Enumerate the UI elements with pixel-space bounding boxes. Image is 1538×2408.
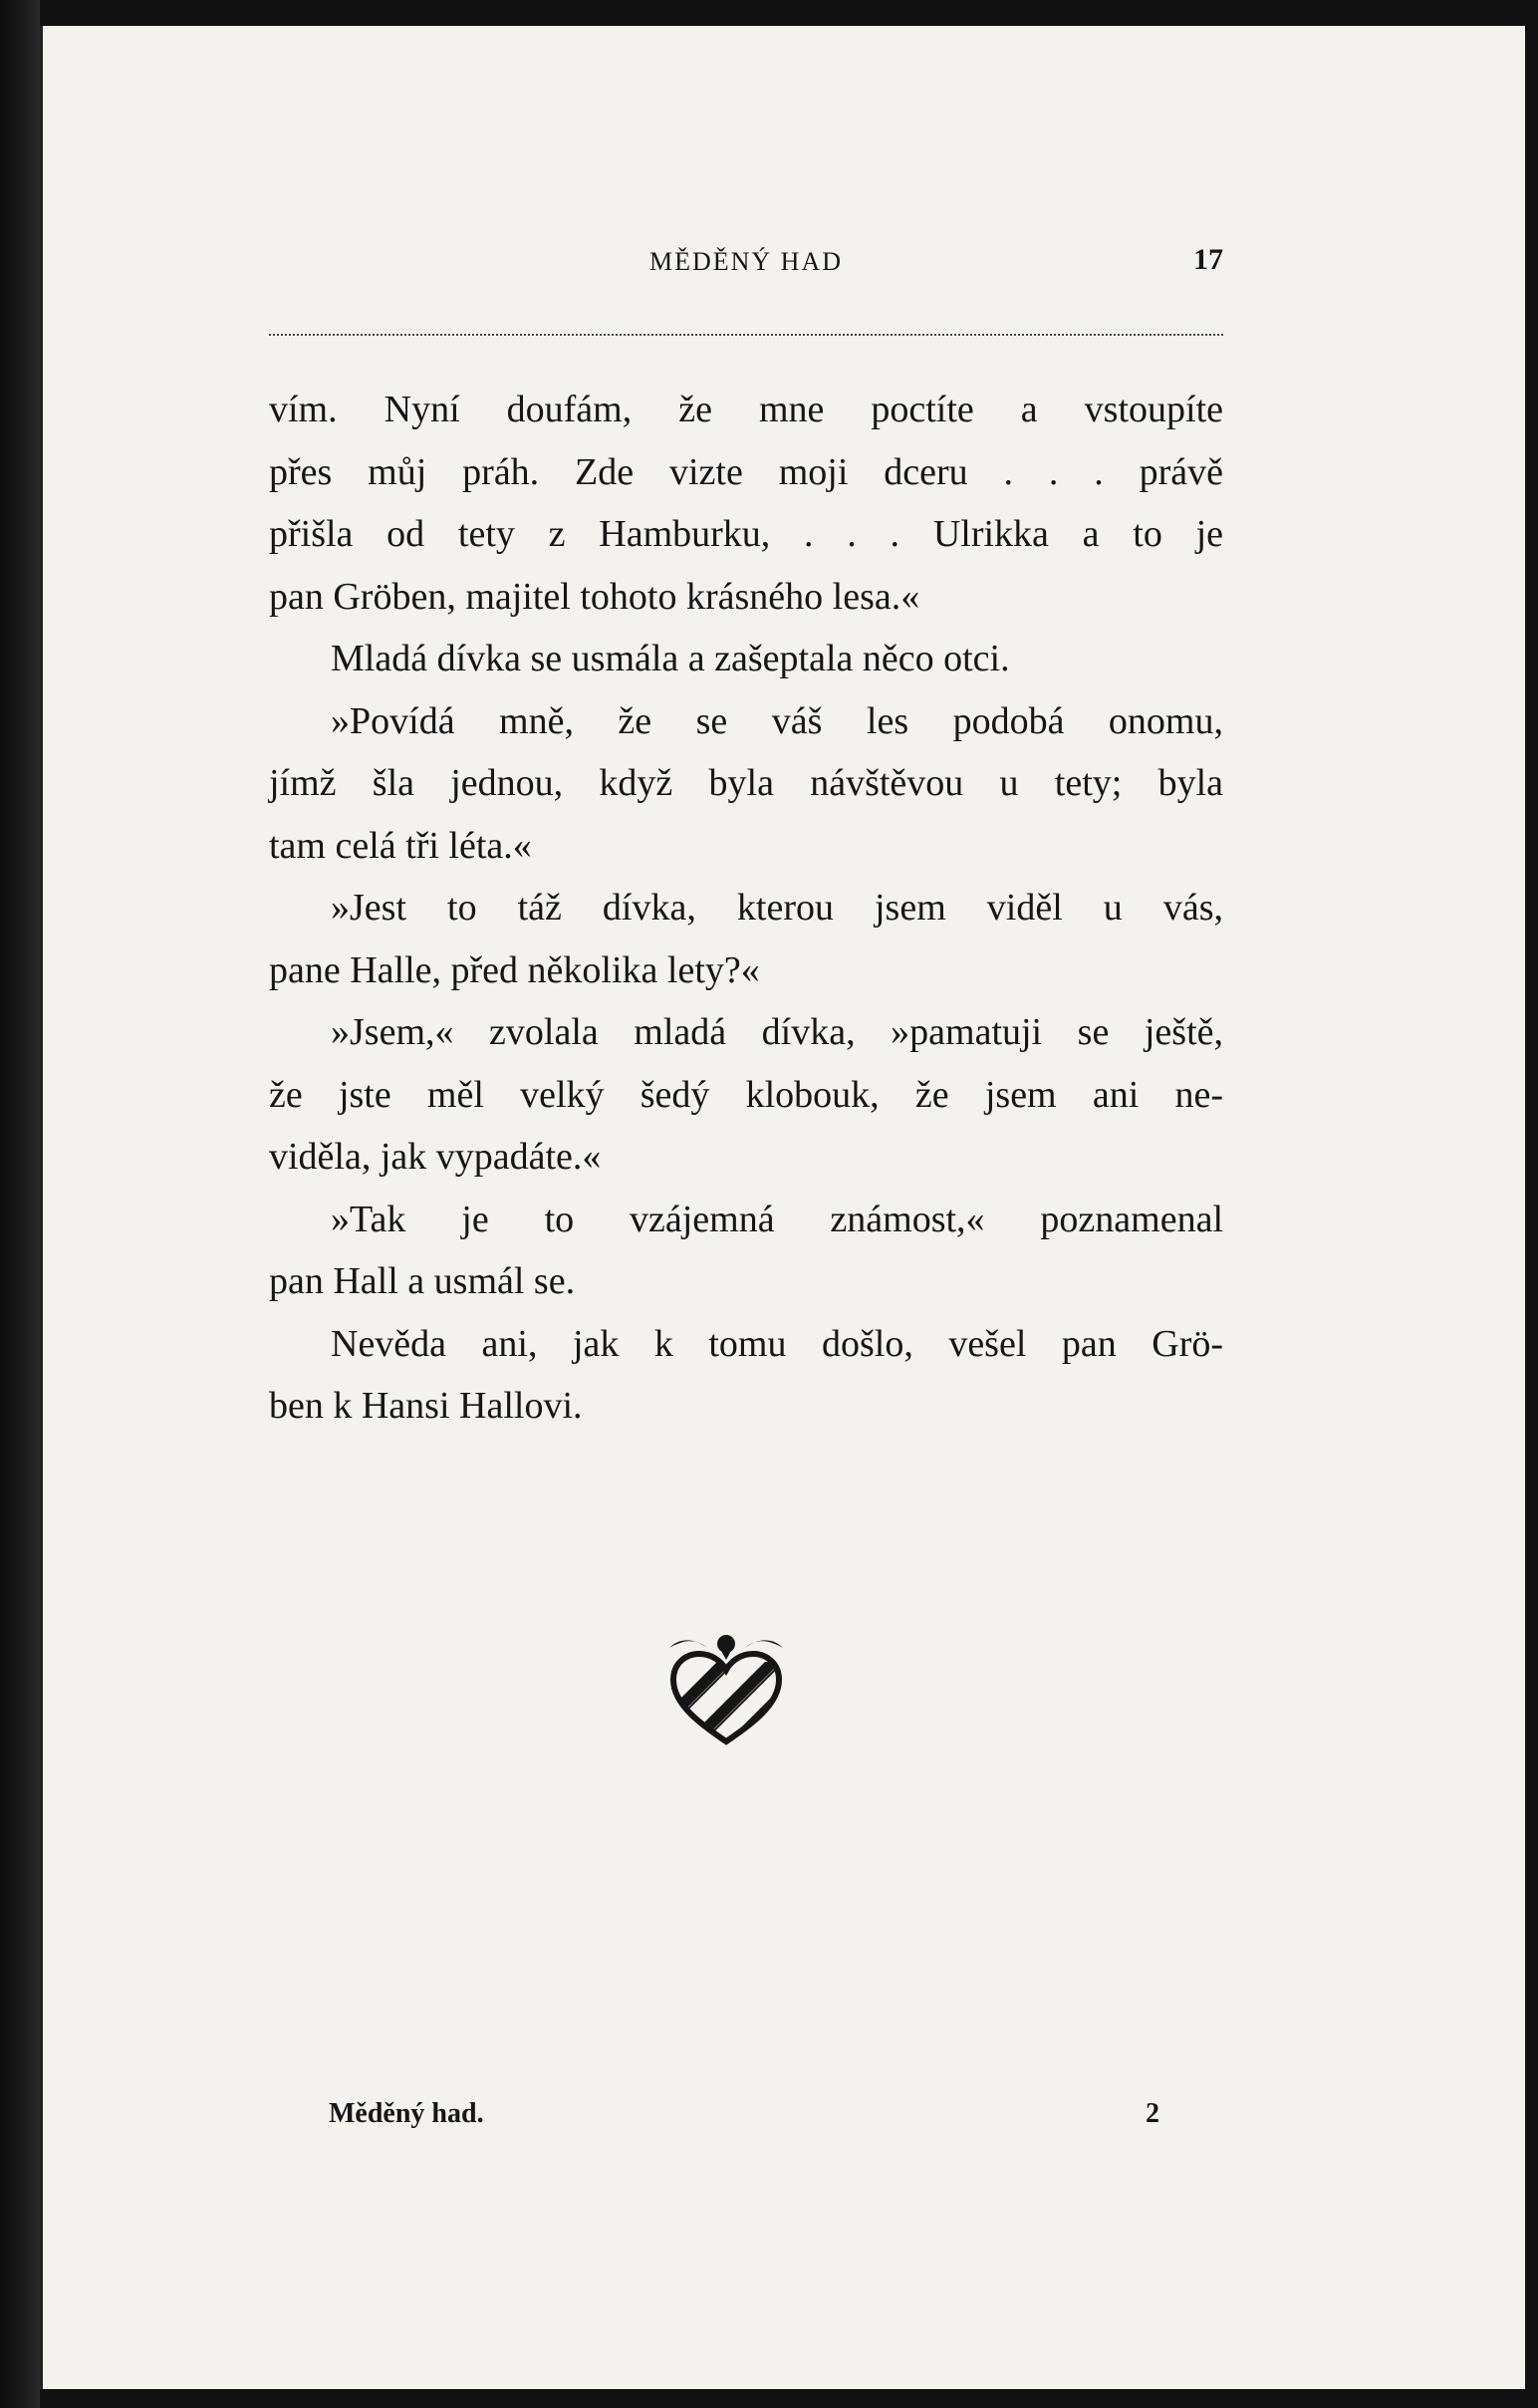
text-line: přes můj práh. Zde vizte moji dceru . . . právě (269, 450, 1223, 493)
paragraph-start-line: Mladá dívka se usmála a zašeptala něco otci. (331, 638, 1010, 679)
signature-number: 2 (1146, 2098, 1159, 2129)
paragraph-start-line: »Tak je to vzájemná známost,« poznamenal (331, 1198, 1223, 1240)
header-rule (269, 334, 1223, 336)
text-line: jímž šla jednou, když byla návštěvou u tety; byla (269, 762, 1223, 804)
text-line: pane Halle, před několika lety?« (269, 948, 760, 991)
text-line: viděla, jak vypadáte.« (269, 1136, 602, 1178)
paragraph-start-line: »Jsem,« zvolala mladá dívka, »pamatuji se ještě, (331, 1011, 1223, 1053)
printer-signature: Měděný had. (329, 2098, 484, 2129)
text-line: pan Hall a usmál se. (269, 1260, 576, 1302)
text-line: že jste měl velký šedý klobouk, že jsem ani ne- (269, 1073, 1223, 1116)
paragraph-start-line: »Jest to táž dívka, kterou jsem viděl u vás, (331, 887, 1223, 929)
text-line: tam celá tři léta.« (269, 824, 532, 867)
paragraph-start-line: Nevěda ani, jak k tomu došlo, vešel pan Grö- (331, 1322, 1223, 1365)
paragraph-start-line: »Povídá mně, že se váš les podobá onomu, (331, 699, 1223, 742)
page-header (269, 243, 1223, 283)
book-spine-shadow (0, 0, 40, 2408)
running-title: MĚDĚNÝ HAD (648, 247, 844, 276)
text-line: ben k Hansi Hallovi. (269, 1385, 583, 1427)
text-line: vím. Nyní doufám, že mne poctíte a vstoupíte (269, 389, 1223, 430)
heart-ornament-icon (661, 1630, 791, 1749)
text-line: pan Gröben, majitel tohoto krásného lesa.« (269, 575, 920, 618)
page-number: 17 (1193, 243, 1223, 276)
text-line: přišla od tety z Hamburku, . . . Ulrikka a to je (269, 513, 1223, 555)
body-text (269, 379, 1223, 1438)
